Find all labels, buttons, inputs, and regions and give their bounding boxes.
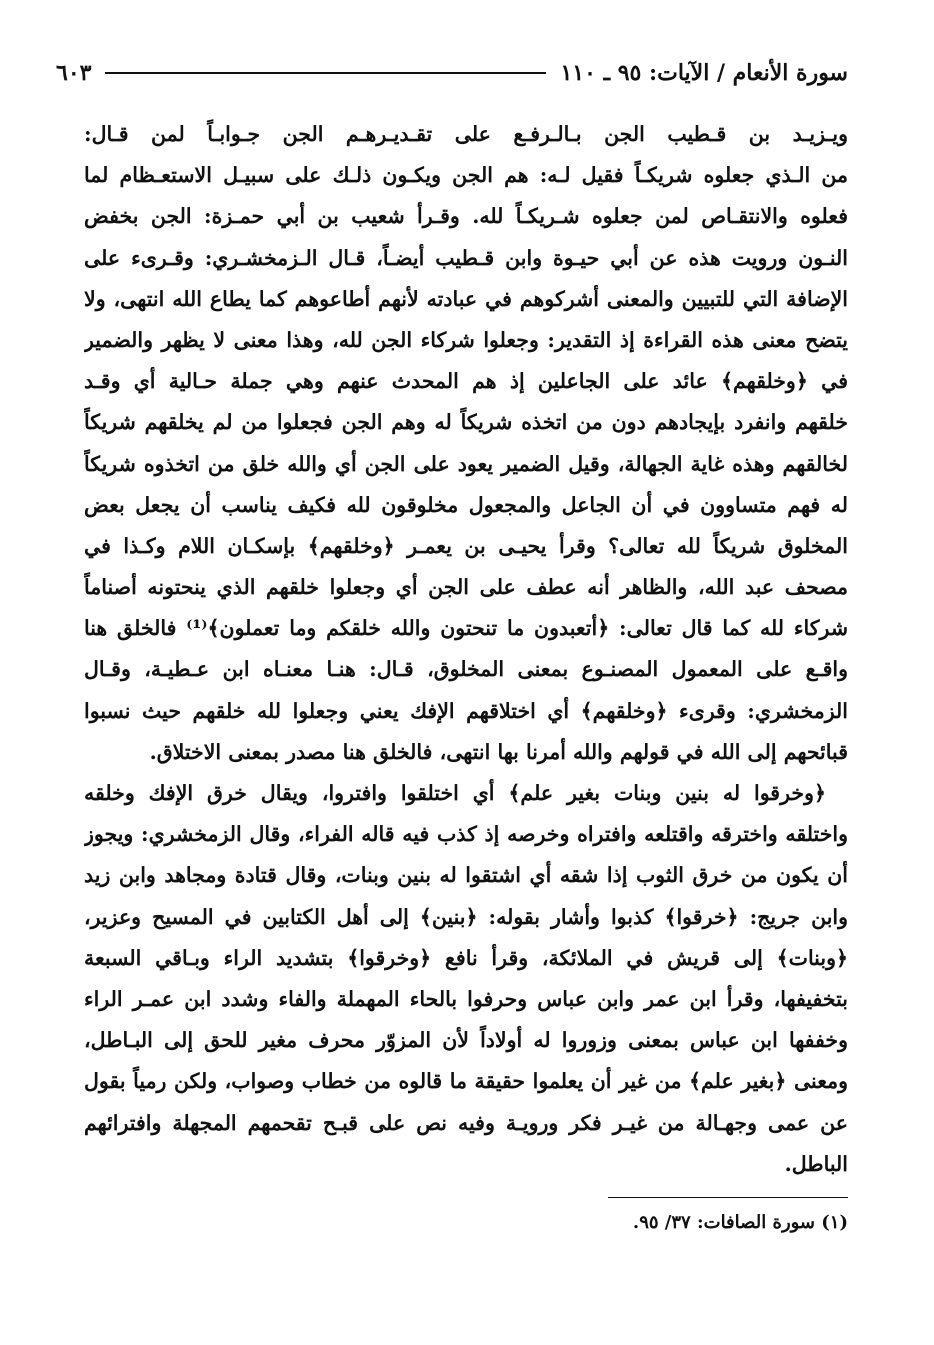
- text-line: الباطل.: [784, 1151, 848, 1176]
- footnote-separator: [608, 1197, 848, 1198]
- text-line: بتخفيفها، وقرأ ابن عمر وابن عباس وحرفوا بالحاء المهملة والفاء وشدد ابن عمـر الراء: [84, 986, 848, 1011]
- text-line: أن يكون من خرق الثوب إذا شقه أي اشتقوا له بنين وبنات، وقال قتادة ومجاهد وابن زيد: [84, 863, 848, 888]
- paragraph: [84, 114, 848, 773]
- text-line: لخالقهم وهذه غاية الجهالة، وقيل الضمير يعود على الجن أي والله خلق من اتخذوه شريكاً: [84, 451, 848, 476]
- text-line: ويـزيـد بن قـطيب الجن بـالـرفـع على تقـديـرهـم الجن جـوابـاً لمن قـال:: [84, 122, 848, 146]
- text-line: خلقهم وانفرد بإيجادهم دون من اتخذه شريكاً له وهم الجن فجعلوا من لم يخلقهم شريكاً: [84, 410, 848, 435]
- text-line: ﴿وبنات﴾ إلى قريش في الملائكة، وقرأ نافع ﴿وخرقوا﴾ بتشديد الراء وبـاقي السبعة: [84, 945, 848, 970]
- header-rule: [105, 72, 546, 74]
- text-line: له فهم متساوون في أن الجاعل والمجعول مخلوقون لله فكيف يناسب أن يجعل بعض: [84, 492, 848, 517]
- text-line: وابن جريج: ﴿خرقوا﴾ كذبوا وأشار بقوله: ﴿بنين﴾ إلى أهل الكتابين في المسيح وعزير،: [84, 904, 848, 929]
- text-line: المخلوق شريكاً لله تعالى؟ وقرأ يحيـى بن يعمـر ﴿وخلقهم﴾ بإسكـان اللام وكـذا في: [84, 533, 848, 558]
- text-line: ومعنى ﴿بغير علم﴾ من غير أن يعلموا حقيقة ما قالوه من خطاب وصواب، ولكن رمياً بقول: [84, 1069, 848, 1094]
- paragraph: [84, 773, 848, 1185]
- text-line: ﴿وخرقوا له بنين وبنات بغير علم﴾ أي اختلقوا وافتروا، ويقال خرق الإفك وخلقه: [84, 781, 826, 805]
- text-line: من الـذي جعلوه شريكـاً فقيل لـه: هم الجن ويكـون ذلـك على سبيـل الاستعـظام لما: [84, 163, 848, 188]
- text-line: مصحف عبد الله، والظاهر أنه عطف على الجن أي وجعلوا خلقهم الذي ينحتونه أصناماً: [84, 575, 848, 600]
- text-line: الإضافة التي للتبيين والمعنى أشركوهم في عبادته لأنهم أطاعوهم كما يطاع الله انتهى، ولا: [84, 286, 848, 311]
- text-line: شركاء لله كما قال تعالى: ﴿أتعبدون ما تنحتون والله خلقكم وما تعملون﴾⁽¹⁾ فالخلق هنا: [84, 616, 848, 641]
- text-line: النـون ورويت هذه عن أبي حيـوة وابن قـطيب أيضـاً، قـال الـزمخشـري: وقـرىء على: [84, 245, 848, 270]
- text-line: واقـع على المعمول المصنـوع بمعنى المخلوق، قـال: هنـا معنـاه ابن عـطيـة، وقـال: [84, 657, 848, 682]
- footnote: (١) سورة الصافات: ٣٧/ ٩٥.: [632, 1212, 848, 1233]
- page-number: ٦٠٣: [56, 60, 92, 86]
- surah-title: سورة الأنعام / الآيات: ٩٥ ـ ١١٠: [560, 60, 848, 86]
- text-line: فعلوه والانتقـاص لمن جعلوه شـريكـاً لله. وقـرأ شعيب بن أبي حمـزة: الجن بخفض: [84, 204, 848, 229]
- text-line: عن عمى وجهـالة من غيـر فكر ورويـة وفيه نص على قبـح تقحمهم المجهلة وافترائهم: [84, 1110, 848, 1135]
- text-line: يتضح معنى هذه القراءة إذ التقدير: وجعلوا شركاء الجن لله، وهذا معنى لا يظهر والضمير: [84, 327, 848, 352]
- text-line: الزمخشري: وقرىء ﴿وخلقهم﴾ أي اختلاقهم الإفك يعني وجعلوا لله خلقهم حيث نسبوا: [84, 698, 848, 723]
- body-text: [84, 114, 848, 1185]
- text-line: وخففها ابن عباس بمعنى وزوروا له أولاداً لأن المزوّر محرف مغير للحق إلى البـاطل،: [84, 1028, 848, 1053]
- text-line: في ﴿وخلقهم﴾ عائد على الجاعلين إذ هم المحدث عنهم وهي جملة حـالية أي وقـد: [84, 369, 848, 394]
- page-header: [56, 56, 848, 90]
- text-line: واختلقه واخترقه واقتلعه وافتراه وخرصه إذ كذب فيه قاله الفراء، وقال الزمخشري: ويجوز: [84, 822, 848, 847]
- text-line: قبائحهم إلى الله في قولهم والله أمرنا بها انتهى، فالخلق هنا مصدر بمعنى الاختلاق.: [149, 739, 848, 764]
